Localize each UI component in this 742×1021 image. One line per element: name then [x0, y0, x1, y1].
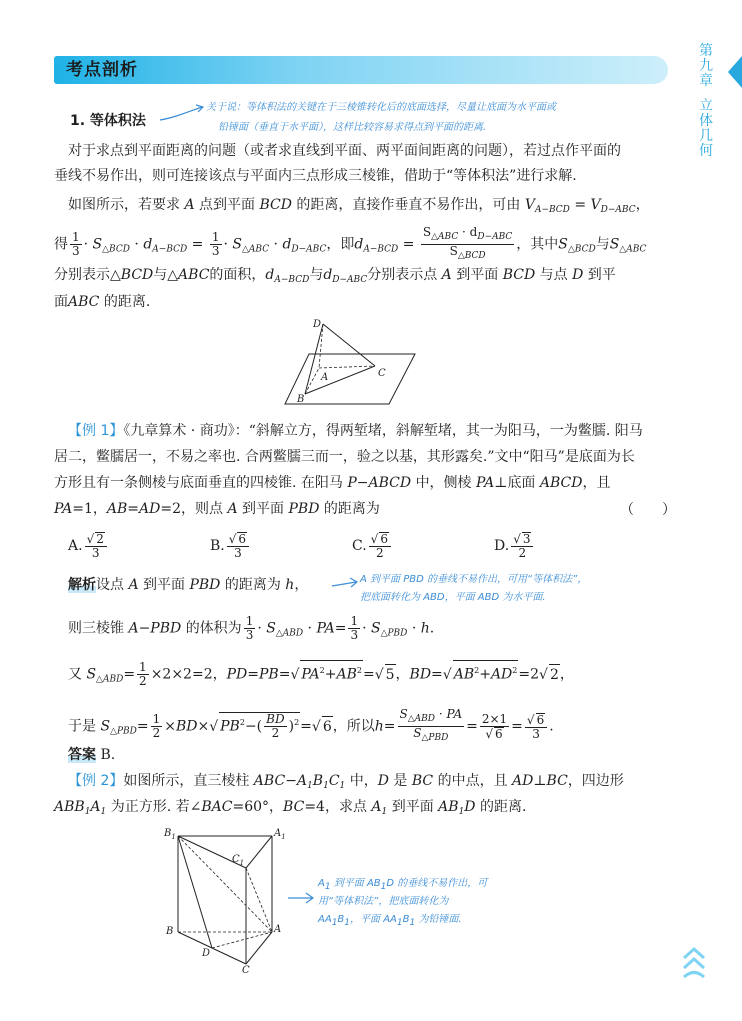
prism-figure	[160, 824, 290, 974]
example-line: $ABB_1A_1$ 为正方形. 若∠BAC=60°，BC=4，求点 $A_1$ 到平面 $AB_1D$ 的距离.	[54, 799, 527, 817]
paragraph-line: 面ABC 的距离.	[54, 294, 151, 310]
paragraph-line: 对于求点到平面距离的问题（或者求直线到平面、两平面间距离的问题），若过点作平面的	[68, 143, 621, 159]
tetrahedron-figure	[283, 318, 423, 410]
margin-note: 用“等体积法”，把底面转化为	[318, 896, 449, 907]
formula-line: 又 $S_{\triangle ABD}=$ $\frac{1}{2}$ ×2×2=2，PD=PB=√ $PA^2+AB^2=√$ 5，BD=√ $AB^2+AD^2=2√$ 2，	[68, 660, 574, 690]
note-arrow-icon	[330, 574, 360, 594]
note-arrow-icon	[286, 888, 316, 908]
svg-text:D: D	[313, 319, 322, 330]
option-c[interactable]: C. √ $\frac{6}{2}$	[352, 532, 393, 560]
margin-note: 关于说：等体积法的关键在于三棱锥转化后的底面选择，尽量让底面为水平面或	[206, 102, 556, 113]
page-title: 考点剖析	[66, 60, 138, 80]
svg-text:A1: $A_1$	[274, 828, 286, 841]
topic-label: 立体几何	[699, 98, 713, 159]
paragraph-line: 如图所示，若要求 A 点到平面 BCD 的距离，直接作垂直不易作出，可由 $V_{A-BCD} = V_{D-ABC}$，	[68, 197, 650, 215]
formula-line: 得 $\frac{1}{3}$ · $S_{\triangle BCD} \cdot d_{A-BCD}$ = $\frac{1}{3}$ · $S_{\triangle ABC} \cdot d_{D-ABC}$，即$d_{A-BCD}$ = $\frac{S_{\triangle ABC} \cdot d_{D-ABC}}{S_{\triangle BCD}}$ ，其中$S_{\triangle BCD}$与$S_{\triangle ABC}$	[54, 225, 647, 261]
section-heading: 1. 等体积法	[70, 113, 146, 129]
paragraph-line: 分别表示△BCD与△ABC的面积，$d_{A-BCD}$与$d_{D-ABC}$分别表示点 A 到平面 BCD 与点 D 到平	[54, 267, 616, 285]
svg-text:B: B	[297, 394, 305, 405]
margin-note: 把底面转化为 ABD，平面 ABD 为水平面.	[360, 592, 546, 603]
analysis-line: 解析设点 A 到平面 PBD 的距离为 h，	[68, 577, 309, 593]
option-d[interactable]: D. √ $\frac{3}{2}$	[494, 532, 535, 560]
example-tag: 【例 2】	[68, 773, 124, 789]
margin-note: $AA_1B_1$，平面 $AA_1B_1$ 为铅锤面.	[318, 914, 462, 928]
note-arrow-icon	[158, 102, 206, 124]
svg-text:B: B	[166, 926, 174, 937]
svg-text:C1: $C_1$	[232, 854, 245, 867]
example-tag: 【例 1】	[68, 423, 124, 439]
margin-note: $A_1$ 到平面 $AB_1D$ 的垂线不易作出，可	[318, 878, 488, 892]
header-bar	[54, 56, 668, 84]
answer-tag: 答案	[68, 747, 96, 763]
example-line: 居二，鳖臑居一，不易之率也. 合两鳖臑三而一，验之以基，其形露矣.”文中“阳马”是底面为长	[54, 449, 635, 465]
paragraph-line: 垂线不易作出，则可连接该点与平面内三点形成三棱锥，借助于“等体积法”进行求解.	[54, 168, 577, 184]
answer-blank: （ ）	[620, 502, 676, 518]
example-line: 【例 2】如图所示，直三棱柱 $ABC-A_1B_1C_1$ 中，D 是 BC 的中点，且 AD⊥BC，四边形	[68, 773, 624, 791]
page-next-icon[interactable]	[680, 942, 708, 978]
chapter-label: 第九章	[699, 43, 713, 89]
option-b[interactable]: B. √ $\frac{6}{3}$	[210, 532, 251, 560]
example-line: PA=1，AB=AD=2，则点 A 到平面 PBD 的距离为	[54, 501, 380, 517]
svg-text:C: C	[242, 965, 250, 974]
answer-line: 答案 B.	[68, 747, 116, 763]
option-a[interactable]: A. √ $\frac{2}{3}$	[68, 532, 109, 560]
formula-line: 则三棱锥 A−PBD 的体积为 $\frac{1}{3}$ · $S_{\triangle ABD} \cdot PA=$ $\frac{1}{3}$ · $S_{\triangle PBD} \cdot h$.	[68, 614, 435, 642]
svg-text:A: A	[321, 372, 329, 383]
analysis-tag: 解析	[68, 577, 96, 593]
chapter-tab-arrow-icon	[728, 56, 742, 88]
margin-note: 铅锤面（垂直于水平面），这样比较容易求得点到平面的距离.	[218, 122, 487, 133]
svg-text:A: A	[274, 924, 282, 935]
example-line: 方形且有一条侧棱与底面垂直的四棱锥. 在阳马 P−ABCD 中，侧棱 PA⊥底面 ABCD，且	[54, 475, 611, 491]
margin-note: A 到平面 PBD 的垂线不易作出，可用“等体积法”，	[360, 574, 588, 585]
example-line: 【例 1】《九章算术 · 商功》：“斜解立方，得两堑堵，斜解堑堵，其一为阳马，一为鳖臑. 阳马	[68, 423, 643, 439]
chapter-tab[interactable]	[696, 44, 716, 159]
svg-text:D: D	[202, 948, 211, 959]
formula-line: 于是 $S_{\triangle PBD}=$ $\frac{1}{2}$ ×BD×√ $PB^2-$( $\frac{BD}{2}$ )$^2$=√ 6，所以h= $\frac{S_{\triangle ABD} \cdot PA}{S_{\triangle PBD}}$ = 2×1 √ 6 = √ $\frac{6}{3}$ .	[68, 708, 554, 745]
svg-text:C: C	[378, 368, 386, 379]
svg-text:B1: $B_1$	[164, 828, 176, 841]
